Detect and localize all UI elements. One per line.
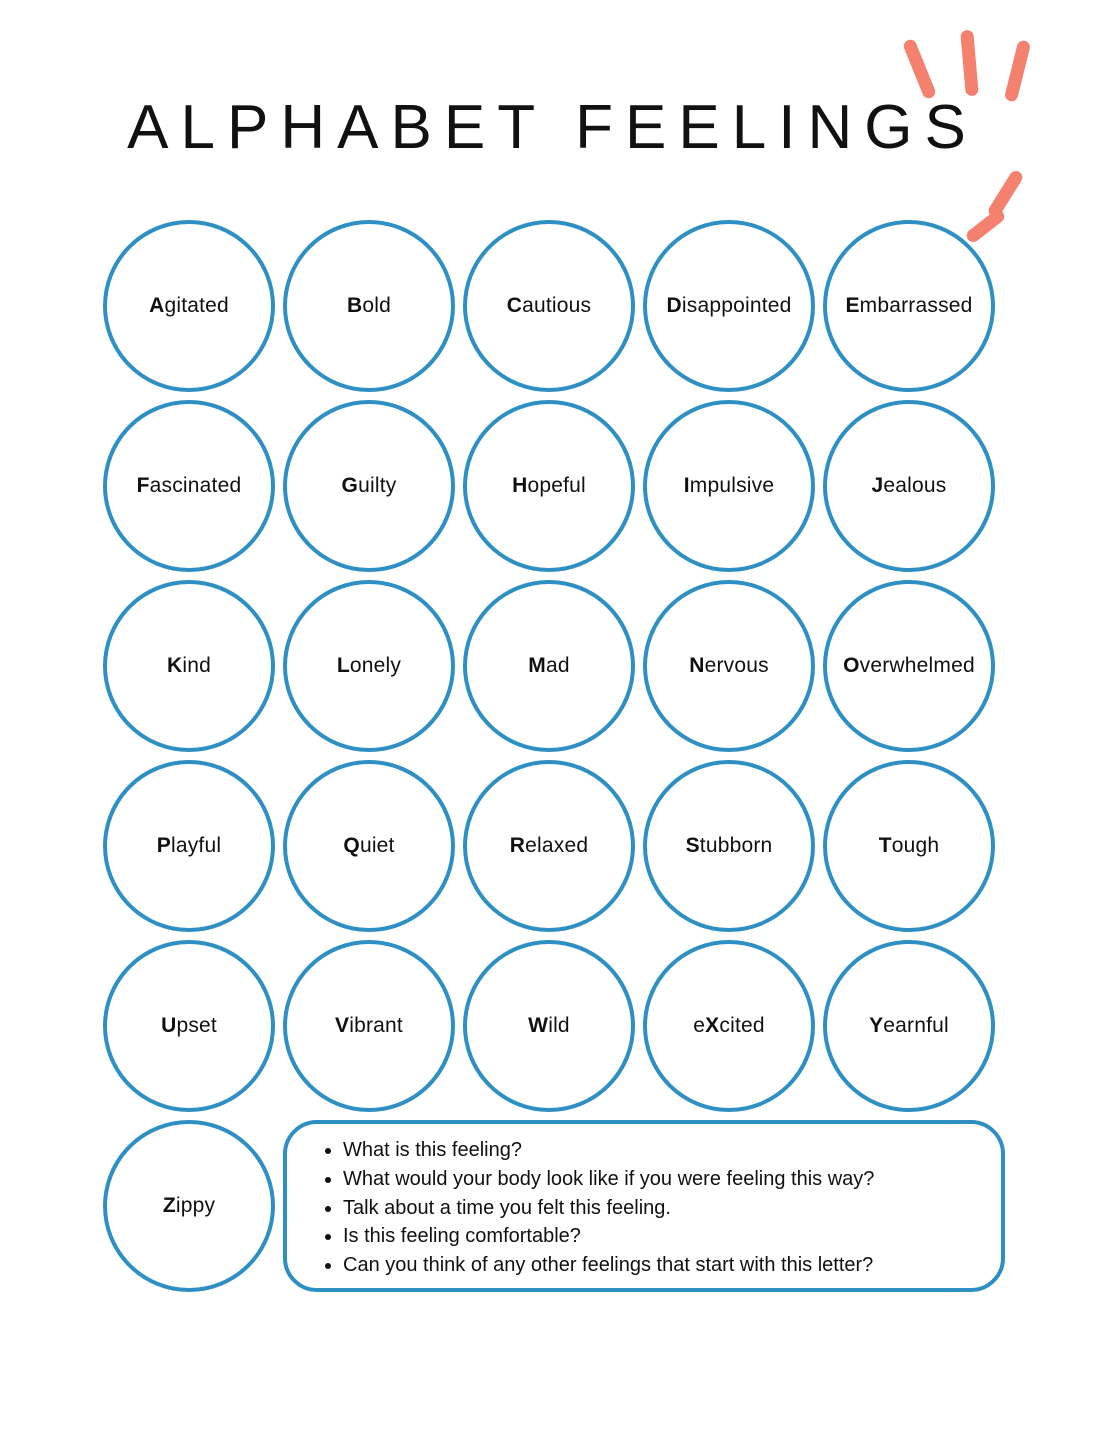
- feeling-rest: ibrant: [349, 1014, 403, 1037]
- list-item: • Talk about a time you felt this feeling.: [343, 1194, 874, 1223]
- feeling-initial: H: [512, 474, 528, 497]
- feeling-initial: R: [509, 834, 526, 857]
- discussion-prompts-list: [321, 1136, 874, 1280]
- feeling-initial: F: [136, 474, 150, 497]
- feeling-initial: J: [871, 474, 884, 497]
- feeling-label: [335, 1014, 403, 1038]
- feeling-bubble-a[interactable]: [103, 220, 275, 392]
- feeling-initial: X: [705, 1014, 720, 1037]
- spark-ray-icon: [902, 38, 937, 100]
- feeling-bubble-y[interactable]: [823, 940, 995, 1112]
- feeling-bubble-p[interactable]: [103, 760, 275, 932]
- feelings-row-last: [103, 1120, 1005, 1292]
- feeling-label: [510, 834, 588, 858]
- feeling-initial: A: [149, 294, 165, 317]
- feeling-label: [528, 654, 569, 678]
- feeling-label: [343, 834, 394, 858]
- feeling-label: [684, 474, 775, 498]
- feeling-prefix: e: [693, 1014, 706, 1037]
- feeling-bubble-r[interactable]: [463, 760, 635, 932]
- feeling-bubble-t[interactable]: [823, 760, 995, 932]
- feeling-rest: autious: [522, 294, 592, 317]
- feeling-bubble-c[interactable]: [463, 220, 635, 392]
- feeling-label: [337, 654, 401, 678]
- feeling-initial: Y: [869, 1014, 884, 1037]
- feeling-rest: mpulsive: [689, 474, 775, 497]
- feeling-rest: layful: [170, 834, 222, 857]
- feeling-initial: B: [347, 294, 363, 317]
- feeling-rest: cited: [719, 1014, 765, 1037]
- feeling-rest: ad: [545, 654, 570, 677]
- feeling-rest: pset: [176, 1014, 217, 1037]
- feeling-label: [879, 834, 940, 858]
- feeling-bubble-b[interactable]: [283, 220, 455, 392]
- feeling-bubble-f[interactable]: [103, 400, 275, 572]
- list-item: • What would your body look like if you were feeling this way?: [343, 1165, 874, 1194]
- feeling-initial: K: [167, 654, 183, 677]
- feeling-initial: I: [683, 474, 690, 497]
- feeling-rest: uilty: [358, 474, 397, 497]
- feeling-rest: ough: [891, 834, 940, 857]
- feeling-label: [667, 294, 792, 318]
- feeling-initial: O: [843, 654, 860, 677]
- feeling-rest: mbarrassed: [859, 294, 973, 317]
- feelings-row: [103, 760, 1005, 932]
- feeling-rest: tubborn: [699, 834, 773, 857]
- feeling-initial: V: [335, 1014, 350, 1037]
- list-item: • Is this feeling comfortable?: [343, 1222, 874, 1251]
- feeling-initial: C: [506, 294, 523, 317]
- feeling-label: [528, 1014, 570, 1038]
- feeling-bubble-z[interactable]: [103, 1120, 275, 1292]
- feeling-label: [689, 654, 769, 678]
- feeling-bubble-l[interactable]: [283, 580, 455, 752]
- feeling-bubble-e[interactable]: [823, 220, 995, 392]
- feeling-initial: D: [666, 294, 682, 317]
- feeling-initial: L: [336, 654, 350, 677]
- feeling-bubble-j[interactable]: [823, 400, 995, 572]
- feeling-initial: Z: [162, 1194, 176, 1217]
- page-title: ALPHABET FEELINGS: [127, 93, 978, 162]
- feelings-row: [103, 580, 1005, 752]
- feeling-rest: elaxed: [525, 834, 589, 857]
- feeling-label: [693, 1014, 764, 1038]
- feeling-label: [512, 474, 586, 498]
- feeling-label: [167, 654, 211, 678]
- feeling-rest: ippy: [175, 1194, 216, 1217]
- feelings-row: [103, 940, 1005, 1112]
- feeling-initial: U: [161, 1014, 177, 1037]
- feeling-rest: isappointed: [681, 294, 792, 317]
- feeling-bubble-h[interactable]: [463, 400, 635, 572]
- feeling-label: [872, 474, 947, 498]
- feeling-rest: ealous: [883, 474, 947, 497]
- feeling-rest: gitated: [164, 294, 229, 317]
- feeling-initial: P: [156, 834, 171, 857]
- feeling-bubble-v[interactable]: [283, 940, 455, 1112]
- list-item: • What is this feeling?: [343, 1136, 874, 1165]
- feeling-initial: Q: [343, 834, 360, 857]
- feeling-bubble-x[interactable]: [643, 940, 815, 1112]
- feeling-rest: opeful: [527, 474, 586, 497]
- feeling-initial: M: [528, 654, 546, 677]
- feeling-label: [149, 294, 229, 318]
- feeling-label: [161, 1014, 217, 1038]
- feeling-bubble-q[interactable]: [283, 760, 455, 932]
- feeling-initial: S: [685, 834, 700, 857]
- list-item: • Can you think of any other feelings that start with this letter?: [343, 1251, 874, 1280]
- feeling-bubble-o[interactable]: [823, 580, 995, 752]
- feeling-rest: earnful: [883, 1014, 949, 1037]
- feelings-row: [103, 400, 1005, 572]
- feeling-rest: ind: [182, 654, 211, 677]
- feeling-label: [342, 474, 397, 498]
- feeling-rest: ascinated: [149, 474, 242, 497]
- feeling-bubble-g[interactable]: [283, 400, 455, 572]
- feeling-label: [347, 294, 391, 318]
- feeling-rest: onely: [349, 654, 402, 677]
- feeling-label: [843, 654, 975, 678]
- feeling-label: [845, 294, 972, 318]
- feeling-initial: G: [341, 474, 359, 497]
- feeling-rest: uiet: [359, 834, 395, 857]
- feeling-label: [137, 474, 242, 498]
- feeling-initial: E: [845, 294, 860, 317]
- feeling-bubble-w[interactable]: [463, 940, 635, 1112]
- spark-ray-icon: [960, 30, 979, 97]
- feelings-row: [103, 220, 1005, 392]
- feeling-rest: verwhelmed: [859, 654, 975, 677]
- feeling-label: [157, 834, 221, 858]
- discussion-prompts-box: [283, 1120, 1005, 1292]
- feeling-label: [507, 294, 592, 318]
- feeling-initial: T: [878, 834, 892, 857]
- feeling-label: [686, 834, 773, 858]
- feeling-initial: W: [528, 1014, 549, 1037]
- feelings-grid: [103, 220, 1005, 1292]
- feeling-bubble-u[interactable]: [103, 940, 275, 1112]
- feeling-label: [869, 1014, 949, 1038]
- feeling-bubble-m[interactable]: [463, 580, 635, 752]
- feeling-bubble-n[interactable]: [643, 580, 815, 752]
- feeling-bubble-s[interactable]: [643, 760, 815, 932]
- feeling-rest: ervous: [704, 654, 769, 677]
- feeling-rest: ild: [548, 1014, 570, 1037]
- feeling-rest: old: [362, 294, 391, 317]
- feeling-bubble-k[interactable]: [103, 580, 275, 752]
- feeling-label: [163, 1194, 215, 1218]
- feeling-initial: N: [689, 654, 705, 677]
- feeling-bubble-i[interactable]: [643, 400, 815, 572]
- feeling-bubble-d[interactable]: [643, 220, 815, 392]
